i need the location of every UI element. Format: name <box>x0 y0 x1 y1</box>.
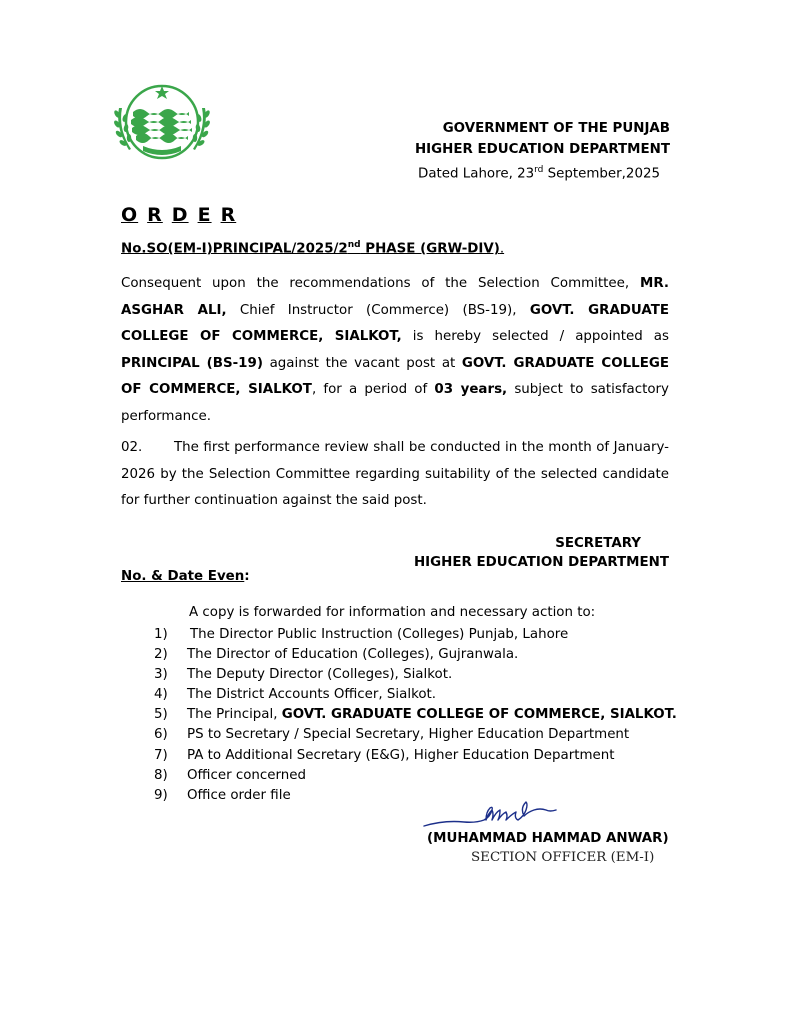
no-date-even <box>121 569 250 584</box>
list-item-text: The Director of Education (Colleges), Gujranwala. <box>187 647 519 663</box>
order-paragraph-1 <box>121 271 669 430</box>
para-text: is hereby selected / appointed as <box>401 329 669 344</box>
list-item-number: 3) <box>154 667 168 683</box>
list-item-number: 8) <box>154 767 168 783</box>
para-text: Chief Instructor (Commerce) (BS-19), <box>226 302 530 318</box>
college-name: GOVT. GRADUATE COLLEGE OF COMMERCE, SIALKOT <box>121 355 669 397</box>
list-item-number: 5) <box>154 707 168 723</box>
list-item-text: Officer concerned <box>187 767 306 783</box>
list-item-number: 2) <box>154 647 168 663</box>
list-item-text: The Director Public Instruction (Colleges) Punjab, Lahore <box>190 627 569 642</box>
order-number-superscript: nd <box>347 240 361 250</box>
list-item-text: The District Accounts Officer, Sialkot. <box>187 687 437 703</box>
signatory-name: (MUHAMMAD HAMMAD ANWAR) <box>427 831 669 846</box>
dated-line <box>380 160 660 184</box>
letterhead <box>380 118 670 184</box>
dated-text: Dated Lahore, 23 <box>418 166 535 182</box>
list-item-text-part: The Principal, <box>187 707 282 723</box>
department-title: HIGHER EDUCATION DEPARTMENT <box>414 142 670 157</box>
list-item-text: PS to Secretary / Special Secretary, Higher Education Department <box>187 727 630 743</box>
dated-superscript: rd <box>534 165 544 175</box>
signatory-designation: SECTION OFFICER (EM-I) <box>471 850 655 865</box>
para-text: The first performance review shall be conducted in the month of January-2026 by the Selection Committee regarding suitability of the selected candidate for further continuation against the said post. <box>121 440 670 508</box>
order-heading <box>121 204 245 226</box>
order-number-text: No.SO(EM-I)PRINCIPAL/2025/2 <box>121 241 348 257</box>
paragraph-number: 02. <box>121 440 143 455</box>
order-number-phase: PHASE (GRW-DIV) <box>360 241 500 257</box>
order-number <box>121 240 504 256</box>
list-item-text: Office order file <box>187 787 291 803</box>
appointee-name: MR. ASGHAR ALI, <box>121 276 669 318</box>
list-item-text <box>187 705 677 725</box>
no-date-even-label: No. & Date Even <box>121 569 245 584</box>
order-letter: O <box>121 204 139 226</box>
list-item-number: 9) <box>154 787 168 803</box>
order-letter: D <box>171 204 189 226</box>
copy-forward-intro: A copy is forwarded for information and necessary action to: <box>189 605 596 620</box>
dated-month-year: September,2025 <box>543 166 660 182</box>
list-item-college-name: GOVT. GRADUATE COLLEGE OF COMMERCE, SIALKOT. <box>281 707 677 723</box>
government-title: GOVERNMENT OF THE PUNJAB <box>442 121 670 136</box>
list-item-text: The Deputy Director (Colleges), Sialkot. <box>187 667 453 683</box>
order-number-dot: . <box>499 241 505 257</box>
order-letter: R <box>220 204 237 226</box>
college-name: GOVT. GRADUATE COLLEGE OF COMMERCE, SIALKOT, <box>121 302 669 344</box>
order-letter: E <box>197 204 212 226</box>
secretary-title: SECRETARY <box>555 536 641 551</box>
para-text: , for a period of <box>311 382 435 397</box>
order-letter: R <box>147 204 163 226</box>
para-text: against the vacant post at <box>262 355 462 371</box>
order-paragraph-2 <box>121 435 669 515</box>
list-item-number: 7) <box>154 747 168 763</box>
no-date-even-colon: : <box>244 569 250 584</box>
para-text: subject to satisfactory performance. <box>121 382 669 424</box>
list-item-number: 6) <box>154 727 168 743</box>
secretary-department: HIGHER EDUCATION DEPARTMENT <box>413 555 669 570</box>
list-item-number: 4) <box>154 687 168 703</box>
tenure-period: 03 years, <box>434 382 508 397</box>
post-title: PRINCIPAL (BS-19) <box>121 355 263 371</box>
list-item-text: PA to Additional Secretary (E&G), Higher Education Department <box>187 747 615 763</box>
punjab-emblem-logo <box>109 78 215 170</box>
list-item-number: 1) <box>154 627 168 642</box>
secretary-block <box>400 534 669 572</box>
para-text: Consequent upon the recommendations of the Selection Committee, <box>121 276 630 291</box>
